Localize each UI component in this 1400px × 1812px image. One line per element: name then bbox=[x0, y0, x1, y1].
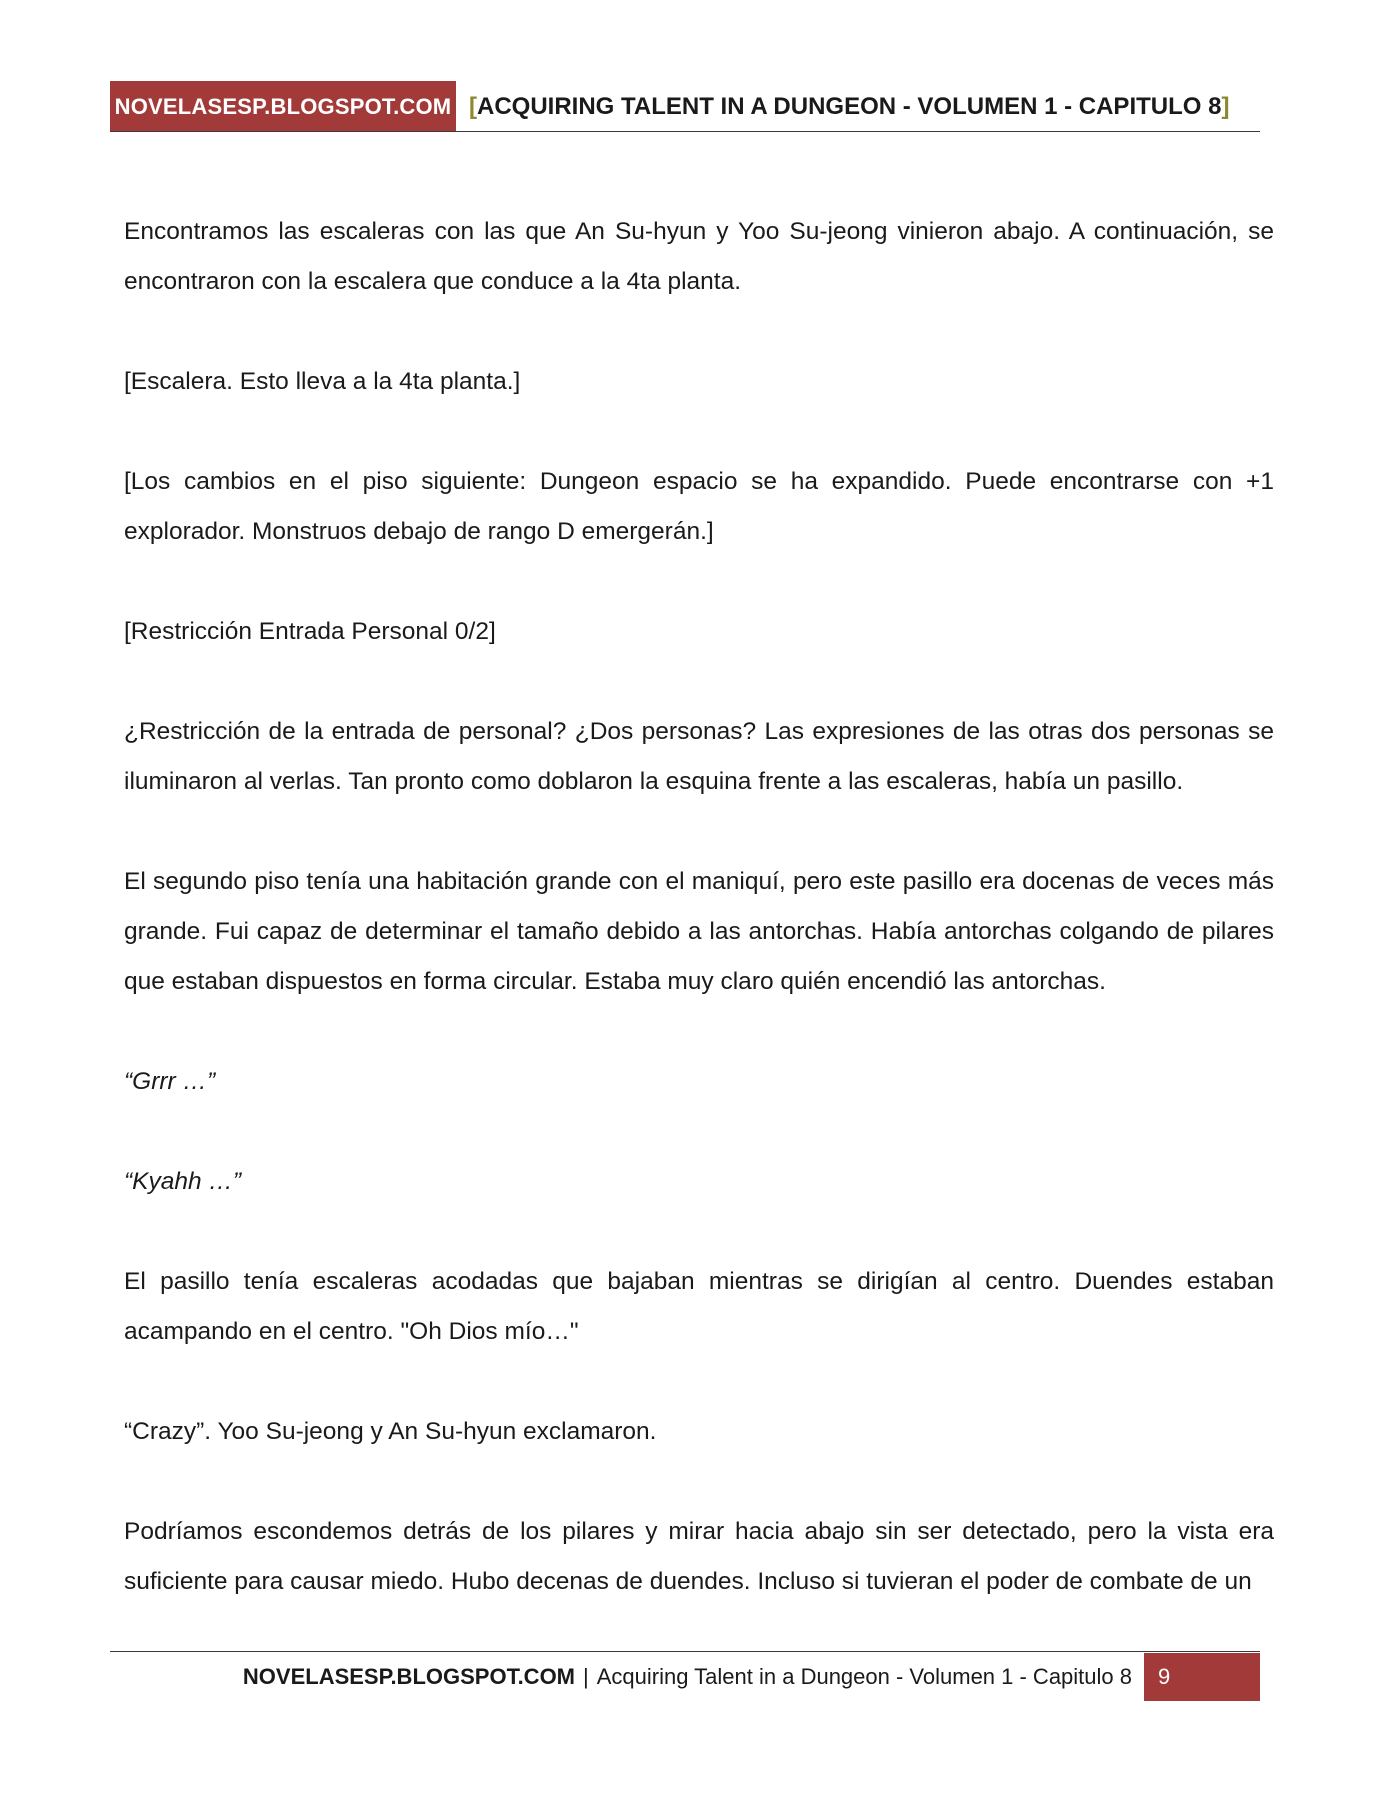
paragraph: El pasillo tenía escaleras acodadas que bajaban mientras se dirigían al centro. Duendes estaban acampando en el centro. "Oh Dios mío…" bbox=[124, 1268, 1274, 1345]
header-bracket-close: ] bbox=[1221, 93, 1230, 120]
dialogue-line: “Kyahh …” bbox=[124, 1168, 242, 1195]
paragraph: “Crazy”. Yoo Su-jeong y An Su-hyun exclamaron. bbox=[124, 1418, 657, 1445]
header-title-text: ACQUIRING TALENT IN A DUNGEON - VOLUMEN 1 - CAPITULO 8 bbox=[477, 93, 1222, 120]
paragraph: Podríamos escondemos detrás de los pilares y mirar hacia abajo sin ser detectado, pero la vista era suficiente para causar miedo. Hubo decenas de duendes. Incluso si tuvieran el poder de combate de un bbox=[124, 1518, 1274, 1595]
footer-title: Acquiring Talent in a Dungeon - Volumen 1 - Capitulo 8 bbox=[596, 1664, 1132, 1689]
dialogue-line: “Grrr …” bbox=[124, 1068, 216, 1095]
footer-text bbox=[243, 1653, 1132, 1701]
page-footer bbox=[110, 1653, 1260, 1701]
header-site-label: NOVELASESP.BLOGSPOT.COM bbox=[110, 81, 456, 131]
header-title bbox=[469, 81, 1229, 131]
paragraph: El segundo piso tenía una habitación grande con el maniquí, pero este pasillo era docenas de veces más grande. Fui capaz de determinar el tamaño debido a las antorchas. Había antorchas colgando de pilares que estaban dispuestos en forma circular. Estaba muy claro quién encendió las antorchas. bbox=[124, 868, 1274, 995]
paragraph: [Escalera. Esto lleva a la 4ta planta.] bbox=[124, 368, 521, 395]
page-number: 9 bbox=[1144, 1653, 1260, 1701]
footer-site-label: NOVELASESP.BLOGSPOT.COM bbox=[242, 1664, 576, 1689]
paragraph: Encontramos las escaleras con las que An Su-hyun y Yoo Su-jeong vinieron abajo. A continuación, se encontraron con la escalera que conduce a la 4ta planta. bbox=[124, 218, 1274, 295]
footer-separator: | bbox=[583, 1664, 589, 1689]
header-bracket-open: [ bbox=[469, 93, 477, 120]
page-header bbox=[110, 81, 1260, 132]
footer-divider bbox=[110, 1651, 1260, 1652]
document-body bbox=[124, 207, 1274, 1657]
paragraph: ¿Restricción de la entrada de personal? ¿Dos personas? Las expresiones de las otras dos personas se iluminaron al verlas. Tan pronto como doblaron la esquina frente a las escaleras, había un pasillo. bbox=[124, 718, 1274, 795]
paragraph: [Los cambios en el piso siguiente: Dungeon espacio se ha expandido. Puede encontrarse con +1 explorador. Monstruos debajo de rango D emergerán.] bbox=[124, 468, 1274, 545]
paragraph: [Restricción Entrada Personal 0/2] bbox=[124, 618, 496, 645]
